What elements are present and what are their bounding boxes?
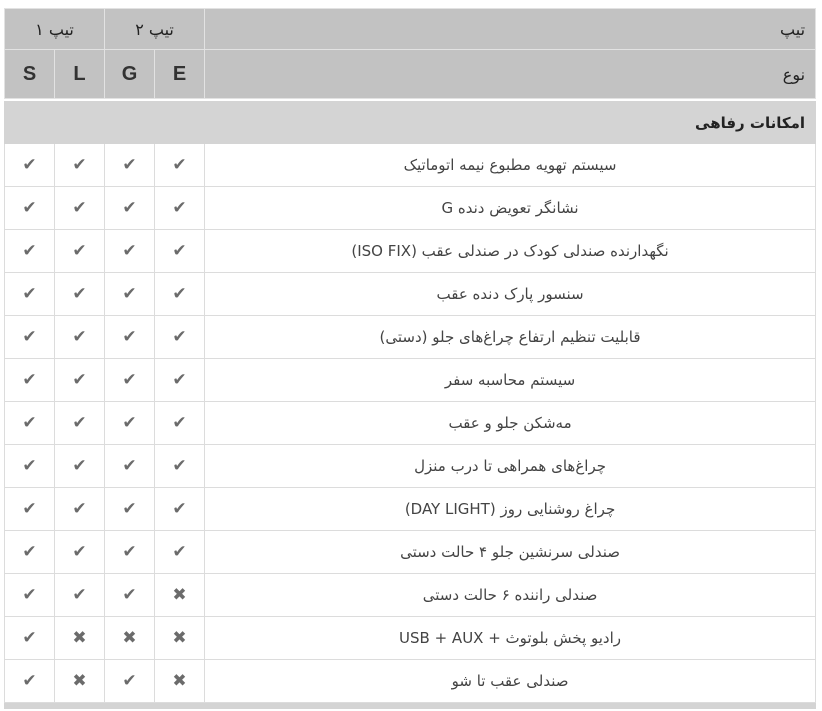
table-footer-bar (4, 703, 816, 709)
feature-label: چراغ‌های همراهی تا درب منزل (205, 445, 816, 488)
header-row-trim (5, 9, 816, 50)
check-icon: ✔ (105, 187, 155, 230)
table-row (5, 445, 816, 488)
feature-label: صندلی راننده ۶ حالت دستی (205, 574, 816, 617)
check-icon: ✔ (5, 574, 55, 617)
check-icon: ✔ (5, 402, 55, 445)
table-row (5, 574, 816, 617)
check-icon: ✔ (155, 531, 205, 574)
table-row (5, 402, 816, 445)
check-icon: ✔ (155, 230, 205, 273)
table-row (5, 316, 816, 359)
feature-label: قابلیت تنظیم ارتفاع چراغ‌های جلو (دستی) (205, 316, 816, 359)
check-icon: ✔ (55, 187, 105, 230)
check-icon: ✔ (105, 273, 155, 316)
cross-icon: ✖ (105, 617, 155, 660)
feature-label: چراغ روشنایی روز (DAY LIGHT) (205, 488, 816, 531)
section-header-comfort (5, 102, 816, 144)
feature-label: نگهدارنده صندلی کودک در صندلی عقب (ISO FIX) (205, 230, 816, 273)
table-row (5, 230, 816, 273)
check-icon: ✔ (155, 316, 205, 359)
option-header-e: E (155, 50, 205, 99)
cross-icon: ✖ (155, 617, 205, 660)
check-icon: ✔ (5, 230, 55, 273)
check-icon: ✔ (5, 144, 55, 187)
check-icon: ✔ (105, 144, 155, 187)
check-icon: ✔ (55, 316, 105, 359)
trim-group-1-header: تیپ ۱ (5, 9, 105, 50)
check-icon: ✔ (55, 445, 105, 488)
type-header-label: نوع (205, 50, 816, 99)
check-icon: ✔ (105, 574, 155, 617)
check-icon: ✔ (105, 531, 155, 574)
check-icon: ✔ (5, 273, 55, 316)
check-icon: ✔ (5, 445, 55, 488)
feature-label: سنسور پارک دنده عقب (205, 273, 816, 316)
cross-icon: ✖ (55, 617, 105, 660)
feature-label: صندلی عقب تا شو (205, 660, 816, 703)
check-icon: ✔ (105, 230, 155, 273)
header-row-type (5, 50, 816, 99)
feature-label: نشانگر تعویض دنده G (205, 187, 816, 230)
table-row (5, 617, 816, 660)
trim-group-2-header: تیپ ۲ (105, 9, 205, 50)
check-icon: ✔ (5, 531, 55, 574)
check-icon: ✔ (155, 445, 205, 488)
check-icon: ✔ (105, 660, 155, 703)
check-icon: ✔ (105, 488, 155, 531)
cross-icon: ✖ (55, 660, 105, 703)
check-icon: ✔ (55, 230, 105, 273)
check-icon: ✔ (155, 402, 205, 445)
table-row (5, 273, 816, 316)
check-icon: ✔ (55, 273, 105, 316)
check-icon: ✔ (55, 144, 105, 187)
section-title: امکانات رفاهی (5, 102, 816, 144)
option-header-s: S (5, 50, 55, 99)
check-icon: ✔ (55, 531, 105, 574)
check-icon: ✔ (105, 316, 155, 359)
check-icon: ✔ (55, 488, 105, 531)
check-icon: ✔ (55, 574, 105, 617)
trim-header-label: تیپ (205, 9, 816, 50)
check-icon: ✔ (5, 316, 55, 359)
check-icon: ✔ (55, 402, 105, 445)
check-icon: ✔ (155, 273, 205, 316)
check-icon: ✔ (155, 359, 205, 402)
spec-table-container (4, 8, 816, 709)
check-icon: ✔ (5, 617, 55, 660)
table-row (5, 359, 816, 402)
feature-label: سیستم تهویه مطبوع نیمه اتوماتیک (205, 144, 816, 187)
check-icon: ✔ (5, 359, 55, 402)
check-icon: ✔ (155, 488, 205, 531)
check-icon: ✔ (105, 445, 155, 488)
check-icon: ✔ (5, 187, 55, 230)
cross-icon: ✖ (155, 574, 205, 617)
option-header-l: L (55, 50, 105, 99)
check-icon: ✔ (5, 488, 55, 531)
table-row (5, 187, 816, 230)
feature-label: رادیو پخش بلوتوث + USB + AUX (205, 617, 816, 660)
check-icon: ✔ (105, 402, 155, 445)
check-icon: ✔ (155, 187, 205, 230)
table-row (5, 531, 816, 574)
feature-label: سیستم محاسبه سفر (205, 359, 816, 402)
feature-label: مه‌شکن جلو و عقب (205, 402, 816, 445)
table-row (5, 144, 816, 187)
check-icon: ✔ (155, 144, 205, 187)
table-row (5, 660, 816, 703)
check-icon: ✔ (105, 359, 155, 402)
feature-label: صندلی سرنشین جلو ۴ حالت دستی (205, 531, 816, 574)
table-row (5, 488, 816, 531)
check-icon: ✔ (5, 660, 55, 703)
cross-icon: ✖ (155, 660, 205, 703)
features-comparison-table (4, 8, 816, 703)
option-header-g: G (105, 50, 155, 99)
check-icon: ✔ (55, 359, 105, 402)
